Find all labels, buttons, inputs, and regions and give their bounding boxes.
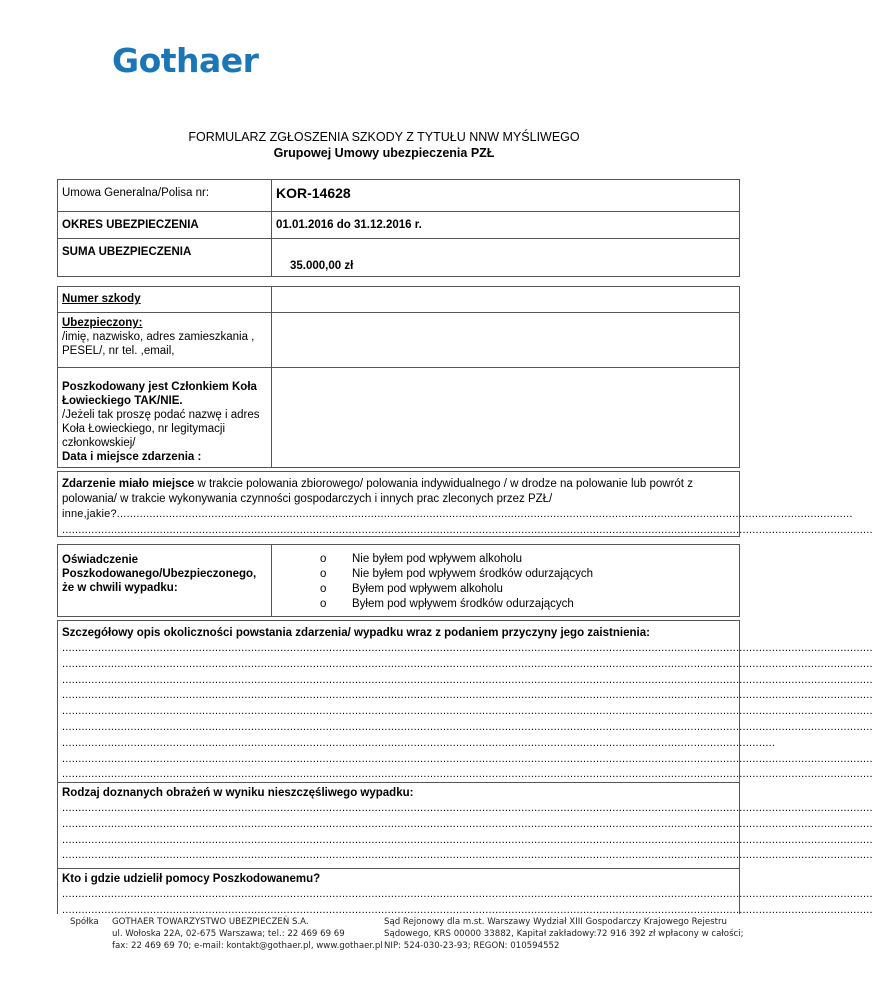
statement-option[interactable]: o Nie byłem pod wpływem środków odurzających [320, 568, 593, 580]
statement-option[interactable]: o Byłem pod wpływem środków odurzających [320, 598, 574, 610]
dotted-line[interactable]: ......................................................................................................................................................................................................................................................... [62, 673, 873, 686]
dotted-line[interactable]: ......................................................................................................................................................................................................................................................... [62, 903, 873, 916]
details-label: Szczegółowy opis okoliczności powstania zdarzenia/ wypadku wraz z podaniem przyczyny jego zaistnienia: [62, 627, 650, 639]
claim-number-field[interactable] [272, 287, 740, 313]
claim-number-label: Numer szkody [58, 287, 272, 313]
injuries-label: Rodzaj doznanych obrażeń w wyniku nieszczęśliwego wypadku: [62, 787, 414, 799]
footer-registry [384, 916, 744, 952]
dotted-line[interactable]: ......................................................................................................................................................................................................................................................... [62, 642, 873, 654]
registry-line: Sądowego, KRS 00000 33882, Kapitał zakładowy:72 916 392 zł wpłacony w całości; [384, 929, 744, 939]
policy-table [57, 179, 740, 277]
details-section [57, 620, 873, 782]
statement-options [320, 552, 735, 612]
divider [57, 536, 740, 537]
sum-value: 35.000,00 zł [272, 239, 740, 277]
member-hint: /Jeżeli tak proszę podać nazwę i adres Koła Łowieckiego, nr legitymacji członkowskiej/ [62, 409, 260, 449]
member-cell [58, 368, 272, 468]
injuries-section [57, 782, 873, 868]
claim-table [57, 286, 740, 468]
company-contact: fax: 22 469 69 70; e-mail: kontakt@gothaer.pl, www.gothaer.pl [112, 941, 383, 951]
statement-option[interactable]: o Byłem pod wpływem alkoholu [320, 583, 503, 595]
form-title: FORMULARZ ZGŁOSZENIA SZKODY Z TYTUŁU NNW MYŚLIWEGO [188, 130, 580, 144]
policy-number-label: Umowa Generalna/Polisa nr: [58, 180, 272, 212]
insured-field[interactable] [272, 313, 740, 368]
dotted-line[interactable]: ......................................................................................................................................................................................................................................................... [62, 720, 873, 733]
footer-company [112, 916, 383, 952]
dotted-line[interactable]: ......................................................................................................................................................................................................................................................... [62, 689, 873, 702]
policy-number-value: KOR-14628 [272, 180, 740, 212]
dotted-line[interactable]: ......................................................................................................................................................................................................................................................... [62, 817, 873, 830]
insured-label: Ubezpieczony: [62, 317, 143, 329]
logo-text: Gothaer [112, 41, 259, 80]
footer-prefix: Spółka [70, 917, 99, 927]
place-text: w trakcie polowania zbiorowego/ polowania indywidualnego / w drodze na polowanie lub powrót z polowania/ w trakcie wykonywania czynności gospodarczych i innych prac zleconych przez PZŁ/ [62, 478, 693, 505]
statement-option[interactable]: o Nie byłem pod wpływem alkoholu [320, 553, 523, 565]
help-label: Kto i gdzie udzielił pomocy Poszkodowanemu? [62, 873, 321, 885]
dotted-line[interactable]: ......................................................................................................................................................................................................................................................... [62, 849, 873, 862]
sum-label: SUMA UBEZPIECZENIA [58, 239, 272, 277]
place-label: Zdarzenie miało miejsce [62, 478, 195, 490]
period-value: 01.01.2016 do 31.12.2016 r. [272, 212, 740, 239]
help-section [57, 868, 873, 916]
member-label: Poszkodowany jest Członkiem Koła Łowieckiego TAK/NIE. [62, 381, 257, 407]
registry-line: Sąd Rejonowy dla m.st. Warszawy Wydział XIII Gospodarczy Krajowego Rejestru [384, 917, 727, 927]
dotted-line[interactable]: ......................................................................................................................................................................................................................................................... [62, 888, 873, 900]
dotted-line[interactable]: ......................................................................................................................................................................................................................................................... [62, 752, 873, 765]
registry-line: NIP: 524-030-23-93; REGON: 010594552 [384, 941, 560, 951]
member-field[interactable] [272, 368, 740, 468]
period-label: OKRES UBEZPIECZENIA [58, 212, 272, 239]
dotted-line[interactable]: ......................................................................................................................................................................................................................................................... [62, 523, 873, 536]
dotted-line[interactable]: ......................................................................................................................................................................................................................................................... [62, 833, 873, 846]
date-label: Data i miejsce zdarzenia : [62, 451, 202, 463]
gothaer-logo [112, 42, 280, 78]
other-line[interactable]: inne,jakie?.................................................................................................................................................................................................................................. [62, 508, 853, 520]
place-section [57, 471, 873, 536]
company-address: ul. Wołoska 22A, 02-675 Warszawa; tel.: 22 469 69 69 [112, 929, 345, 939]
company-name: GOTHAER TOWARZYSTWO UBEZPIECZEŃ S.A. [112, 917, 309, 927]
statement-options-cell [272, 545, 740, 617]
insured-hint: /imię, nazwisko, adres zamieszkania , PESEL/, nr tel. ,email, [62, 331, 255, 357]
statement-label: Oświadczenie Poszkodowanego/Ubezpieczonego, że w chwili wypadku: [58, 545, 272, 617]
dotted-line[interactable]: ......................................................................................................................................................................................................................................................... [62, 768, 873, 781]
dotted-line[interactable]: ........................................................................................................................................................................................................................... [62, 736, 776, 749]
dotted-line[interactable]: ......................................................................................................................................................................................................................................................... [62, 802, 873, 814]
insured-cell [58, 313, 272, 368]
dotted-line[interactable]: ......................................................................................................................................................................................................................................................... [62, 705, 873, 718]
dotted-line[interactable]: ......................................................................................................................................................................................................................................................... [62, 657, 873, 670]
form-subtitle: Grupowej Umowy ubezpieczenia PZŁ [273, 146, 495, 160]
statement-table [57, 544, 740, 617]
